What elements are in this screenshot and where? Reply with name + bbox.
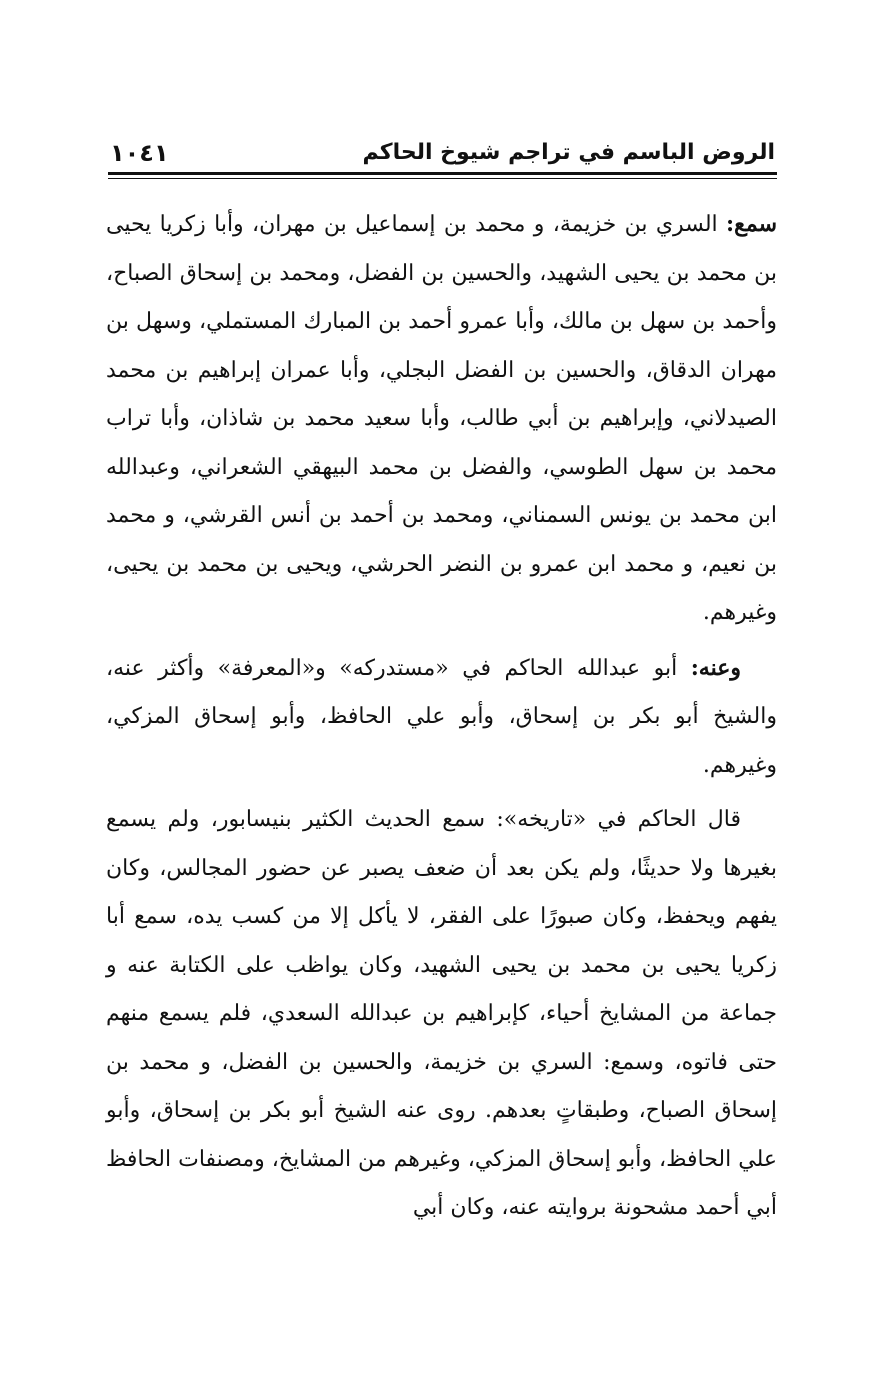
paragraph-biography	[106, 796, 777, 1233]
paragraph-text: السري بن خزيمة، و محمد بن إسماعيل بن مهران، وأبا زكريا يحيى بن محمد بن يحيى الشهيد، والحسين بن الفضل، ومحمد بن إسحاق الصباح، وأحمد بن سهل بن مالك، وأبا عمرو أحمد بن المبارك المستملي، وسهل بن مهران الدقاق، والحسين بن الفضل البجلي، وأبا عمران إبراهيم بن محمد الصيدلاني، وإبراهيم بن أبي طالب، وأبا سعيد محمد بن شاذان، وأبا تراب محمد بن سهل الطوسي، والفضل بن محمد البيهقي الشعراني، وعبدالله ابن محمد بن يونس السمناني، ومحمد بن أحمد بن أنس القرشي، و محمد بن نعيم، و محمد ابن عمرو بن النضر الحرشي، ويحيى بن محمد بن يحيى، وغيرهم.	[106, 212, 777, 625]
page-number: ١٠٤١	[110, 139, 169, 167]
page-body	[106, 200, 777, 1239]
paragraph-teachers	[106, 200, 777, 638]
paragraph-lead: وعنه:	[690, 654, 741, 681]
running-header	[110, 128, 775, 168]
paragraph-lead: سمع:	[726, 211, 777, 237]
running-title: الروض الباسم في تراجم شيوخ الحاكم	[362, 140, 775, 165]
header-rule-thin	[108, 178, 777, 179]
paragraph-text: قال الحاكم في «تاريخه»: سمع الحديث الكثير بنيسابور، ولم يسمع بغيرها ولا حديثًا، ولم يكن بعد أن ضعف يصبر عن حضور المجالس، وكان يفهم ويحفظ، وكان صبورًا على الفقر، لا يأكل إلا من كسب يده، سمع أبا زكريا يحيى بن محمد بن يحيى الشهيد، وكان يواظب على الكتابة عنه و جماعة من المشايخ أحياء، كإبراهيم بن عبدالله السعدي، فلم يسمع منهم حتى فاتوه، وسمع: السري بن خزيمة، والحسين بن الفضل، و محمد بن إسحاق الصباح، وطبقاتٍ بعدهم. روى عنه الشيخ أبو بكر بن إسحاق، وأبو علي الحافظ، وأبو إسحاق المزكي، وغيرهم من المشايخ، ومصنفات الحافظ أبي أحمد مشحونة بروايته عنه، وكان أبي	[106, 807, 777, 1220]
header-rule-thick	[108, 172, 777, 175]
paragraph-students	[106, 644, 777, 791]
paragraph-text: أبو عبدالله الحاكم في «مستدركه» و«المعرفة» وأكثر عنه، والشيخ أبو بكر بن إسحاق، وأبو علي الحافظ، وأبو إسحاق المزكي، وغيرهم.	[106, 655, 777, 778]
